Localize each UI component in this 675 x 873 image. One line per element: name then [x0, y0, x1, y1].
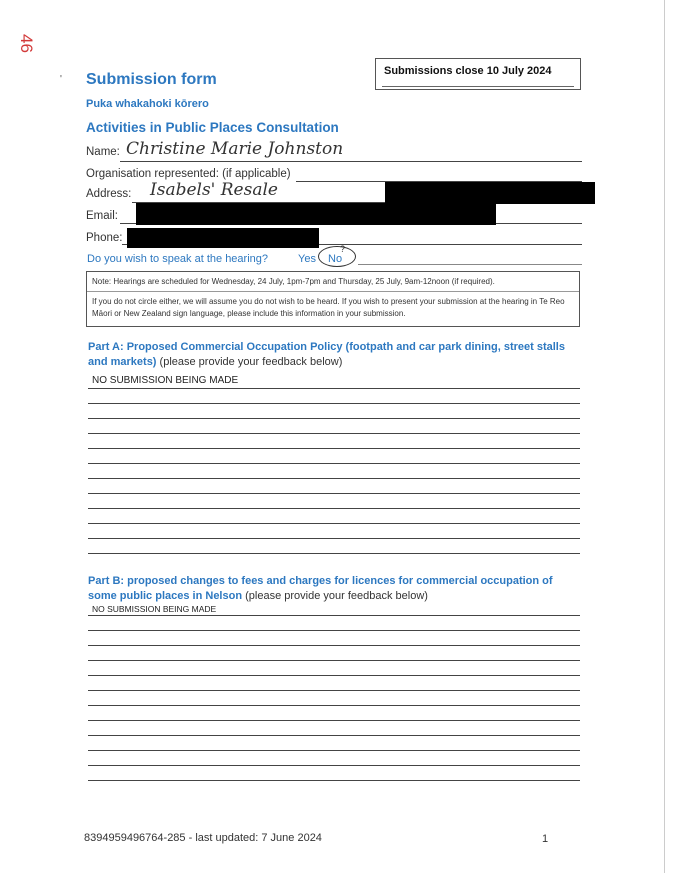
email-label: Email: [86, 210, 118, 222]
part-b-line [88, 765, 580, 766]
form-subtitle: Puka whakahoki kōrero [86, 98, 209, 110]
part-b-heading [88, 574, 578, 604]
part-b-line [88, 705, 580, 706]
submissions-close-box [375, 58, 581, 90]
part-a-line [88, 508, 580, 509]
part-a-heading [88, 340, 578, 370]
part-b-line [88, 720, 580, 721]
part-b-answer[interactable]: NO SUBMISSION BEING MADE [92, 604, 217, 614]
page-edge [664, 0, 665, 873]
part-b-title: Part B: proposed changes to fees and charges for licences for commercial occupation of some public places in Nelson [88, 575, 553, 602]
hearing-question: Do you wish to speak at the hearing? [87, 253, 269, 265]
page-number: 1 [542, 833, 549, 845]
part-a-line [88, 493, 580, 494]
part-b-line [88, 645, 580, 646]
part-b-line [88, 690, 580, 691]
part-b-line [88, 735, 580, 736]
question-mark: ? [340, 244, 346, 254]
note-divider [87, 291, 579, 292]
part-b-line [88, 750, 580, 751]
name-line [120, 161, 582, 162]
hearing-yes-option[interactable]: Yes [298, 253, 316, 265]
phone-redaction [127, 228, 319, 248]
page-stamp: 46 [17, 34, 36, 53]
name-label: Name: [86, 146, 120, 158]
stray-mark: ' [60, 74, 62, 85]
hearing-no-option[interactable]: No [328, 253, 343, 265]
part-a-answer[interactable]: NO SUBMISSION BEING MADE [92, 375, 239, 386]
part-a-title: Part A: Proposed Commercial Occupation Policy (footpath and car park dining, street stalls and markets) [88, 341, 565, 368]
part-a-line [88, 478, 580, 479]
consultation-heading: Activities in Public Places Consultation [86, 120, 339, 135]
part-a-line [88, 388, 580, 389]
phone-label: Phone: [86, 232, 123, 244]
submissions-close-text: Submissions close 10 July 2024 [384, 65, 552, 77]
address-redaction [385, 182, 595, 204]
part-b-line [88, 660, 580, 661]
email-redaction [136, 203, 496, 225]
hearing-note-details: If you do not circle either, we will assume you do not wish to be heard. If you wish to present your submission at the hearing in Te Reo Māori or New Zealand sign language, please include this information in your submission. [92, 297, 565, 318]
hearing-line [358, 264, 582, 265]
part-a-line [88, 523, 580, 524]
address-value[interactable]: Isabels' Resale [150, 180, 278, 200]
part-b-instruction: (please provide your feedback below) [245, 590, 428, 602]
close-box-rule [382, 86, 574, 87]
part-a-instruction: (please provide your feedback below) [159, 356, 343, 368]
address-label: Address: [86, 188, 132, 200]
part-a-line [88, 433, 580, 434]
name-value[interactable]: Christine Marie Johnston [126, 139, 344, 159]
part-b-line [88, 630, 580, 631]
hearing-note-box [86, 271, 580, 327]
part-b-line [88, 615, 580, 616]
part-a-line [88, 538, 580, 539]
part-a-line [88, 463, 580, 464]
document-footer: 8394959496764-285 - last updated: 7 June 2024 [84, 832, 322, 844]
hearing-note-schedule: Note: Hearings are scheduled for Wednesday, 24 July, 1pm-7pm and Thursday, 25 July, 9am-12noon (if required). [92, 277, 495, 286]
part-a-line [88, 448, 580, 449]
part-b-line [88, 780, 580, 781]
part-a-line [88, 403, 580, 404]
part-a-line [88, 553, 580, 554]
part-b-line [88, 675, 580, 676]
organisation-label: Organisation represented: (if applicable) [86, 168, 291, 180]
part-a-line [88, 418, 580, 419]
form-title: Submission form [86, 71, 217, 88]
